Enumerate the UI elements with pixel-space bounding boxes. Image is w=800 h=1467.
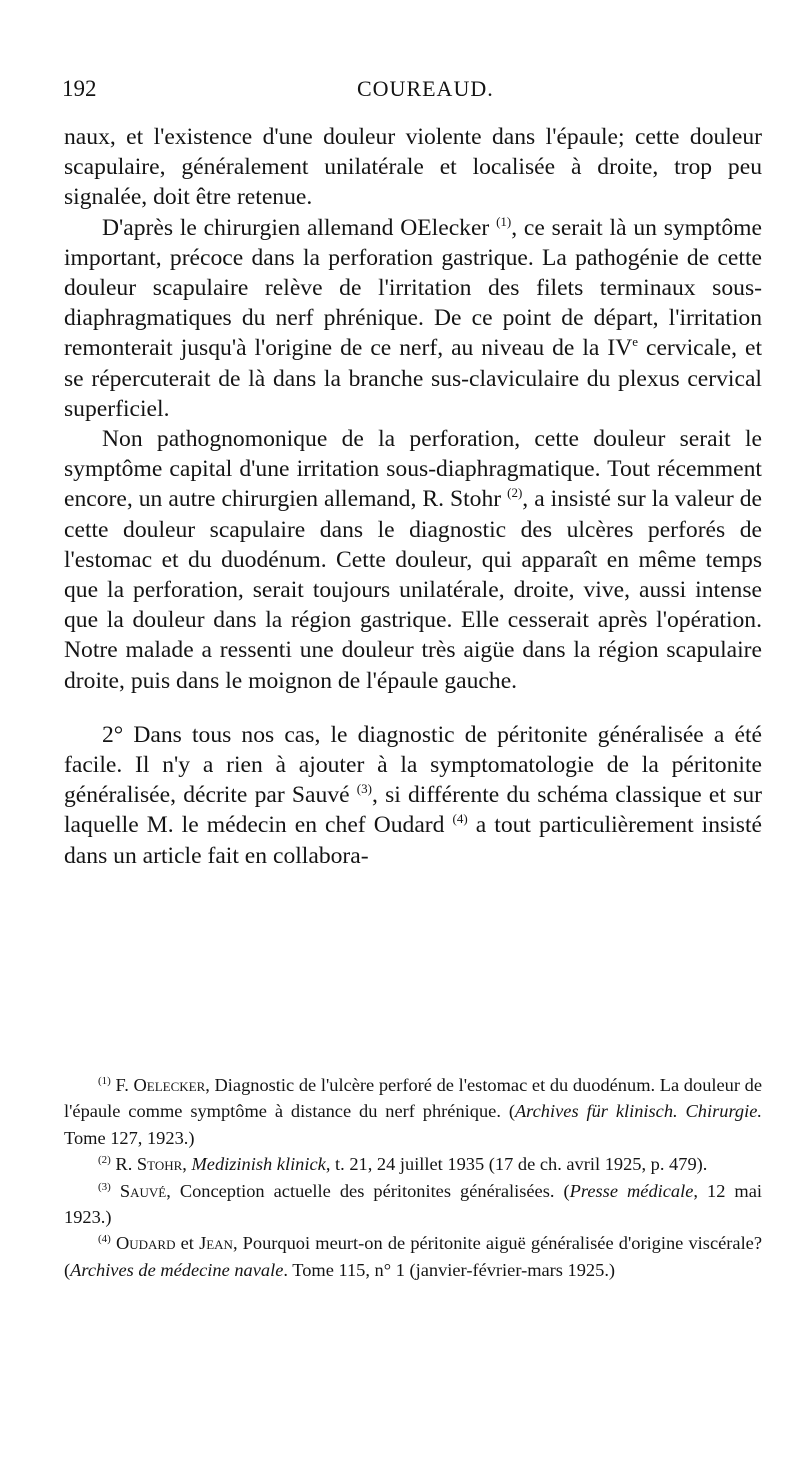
text-run: R. [110, 1154, 137, 1175]
italic-title: Archives de médecine navale [70, 1259, 284, 1280]
text-run: . Tome 115, n° 1 (janvier-février-mars 1925.) [283, 1259, 616, 1280]
footnote [64, 1151, 762, 1177]
text-run [111, 1181, 120, 1201]
footnote [64, 1178, 762, 1231]
paragraph [64, 720, 762, 871]
body-text [64, 122, 762, 871]
note-reference: (2) [507, 485, 523, 501]
text-run: , Pourquoi meurt-on de péritonite aiguë généralisée d'origine viscérale? ( [64, 1233, 762, 1280]
text-run: et [175, 1233, 200, 1254]
text-run: , Diagnostic de l'ulcère perforé de l'estomac et du duodénum. La douleur de l'épaule comme symptôme à distance du nerf phrénique. ( [64, 1075, 762, 1122]
footnotes [64, 1072, 762, 1283]
page-header [62, 76, 762, 106]
text-run: , [182, 1154, 192, 1175]
paragraph [64, 424, 762, 696]
paragraph [64, 122, 762, 213]
note-reference: (3) [356, 781, 372, 797]
note-reference: (4) [98, 1233, 111, 1246]
text-run: , ce serait là un symptôme important, précoce dans la perforation gastrique. La pathogénie de cette douleur scapulaire relève de l'irritation des filets terminaux sous-diaphragmatiques du nerf phrénique. De ce point de départ, l'irritation remonterait jusqu'à l'origine de ce nerf, au niveau de la IV [64, 214, 763, 362]
italic-title: Archives für klinisch. Chirurgie. [514, 1101, 762, 1122]
author-name: Stohr [136, 1154, 183, 1175]
text-run: Tome 127, 1923.) [64, 1127, 195, 1148]
text-run: D'après le chirurgien allemand OElecker [102, 214, 497, 241]
note-reference: (1) [98, 1075, 111, 1087]
text-run: , t. 21, 24 juillet 1935 (17 de ch. avril 1925, p. 479). [325, 1154, 708, 1175]
note-reference: (3) [98, 1180, 111, 1193]
text-run: 2° Dans tous nos cas, le diagnostic de péritonite généralisée a été facile. Il n'y a rien à ajouter à la symptomatologie de la péritonite généralisée, décrite par Sauvé [64, 721, 762, 809]
author-name: Jean [199, 1233, 233, 1254]
text-run: cervicale, et se répercuterait de là dans la branche sus-claviculaire du plexus cervical superficiel. [64, 335, 762, 422]
running-head: COUREAUD. [357, 76, 494, 101]
note-reference: (1) [496, 213, 512, 229]
page-number: 192 [62, 76, 97, 101]
author-name: Oudard [115, 1233, 176, 1254]
footnote [64, 1072, 762, 1151]
text-run: , Conception actuelle des péritonites généralisées. ( [166, 1180, 570, 1201]
text-run: naux, et l'existence d'une douleur violente dans l'épaule; cette douleur scapulaire, généralement unilatérale et localisée à droite, trop peu signalée, doit être retenue. [64, 124, 762, 211]
text-run: , si différente du schéma classique et sur laquelle M. le médecin en chef Oudard [64, 782, 762, 839]
text-run: , a insisté sur la valeur de cette douleur scapulaire dans le diagnostic des ulcères perforés de l'estomac et du duodénum. Cette douleur, qui apparaît en même temps que la perforation, serait toujours unilatérale, droite, vive, aussi intense que la douleur dans la région gastrique. Elle cesserait après l'opération. Notre malade a ressenti une douleur très aigüe dans la région scapulaire droite, puis dans le moignon de l'épaule gauche. [64, 486, 762, 694]
note-reference: (4) [452, 811, 468, 827]
italic-title: Medizinish klinick [191, 1154, 326, 1175]
text-run: , 12 mai 1923.) [64, 1180, 763, 1228]
footnote [64, 1230, 762, 1283]
author-name: Sauvé [119, 1180, 167, 1201]
text-run: F. [110, 1075, 134, 1095]
author-name: Oelecker [133, 1075, 206, 1095]
text-run: Non pathognomonique de la perforation, cette douleur serait le symptôme capital d'une irritation sous-diaphragmatique. Tout récemment encore, un autre chirurgien allemand, R. Stohr [64, 426, 762, 513]
paragraph [64, 213, 762, 424]
italic-title: Presse médicale [569, 1180, 694, 1201]
note-reference: (2) [98, 1154, 111, 1167]
note-reference: e [632, 334, 639, 350]
text-run: a tout particulièrement insisté dans un article fait en collabora- [64, 812, 762, 869]
